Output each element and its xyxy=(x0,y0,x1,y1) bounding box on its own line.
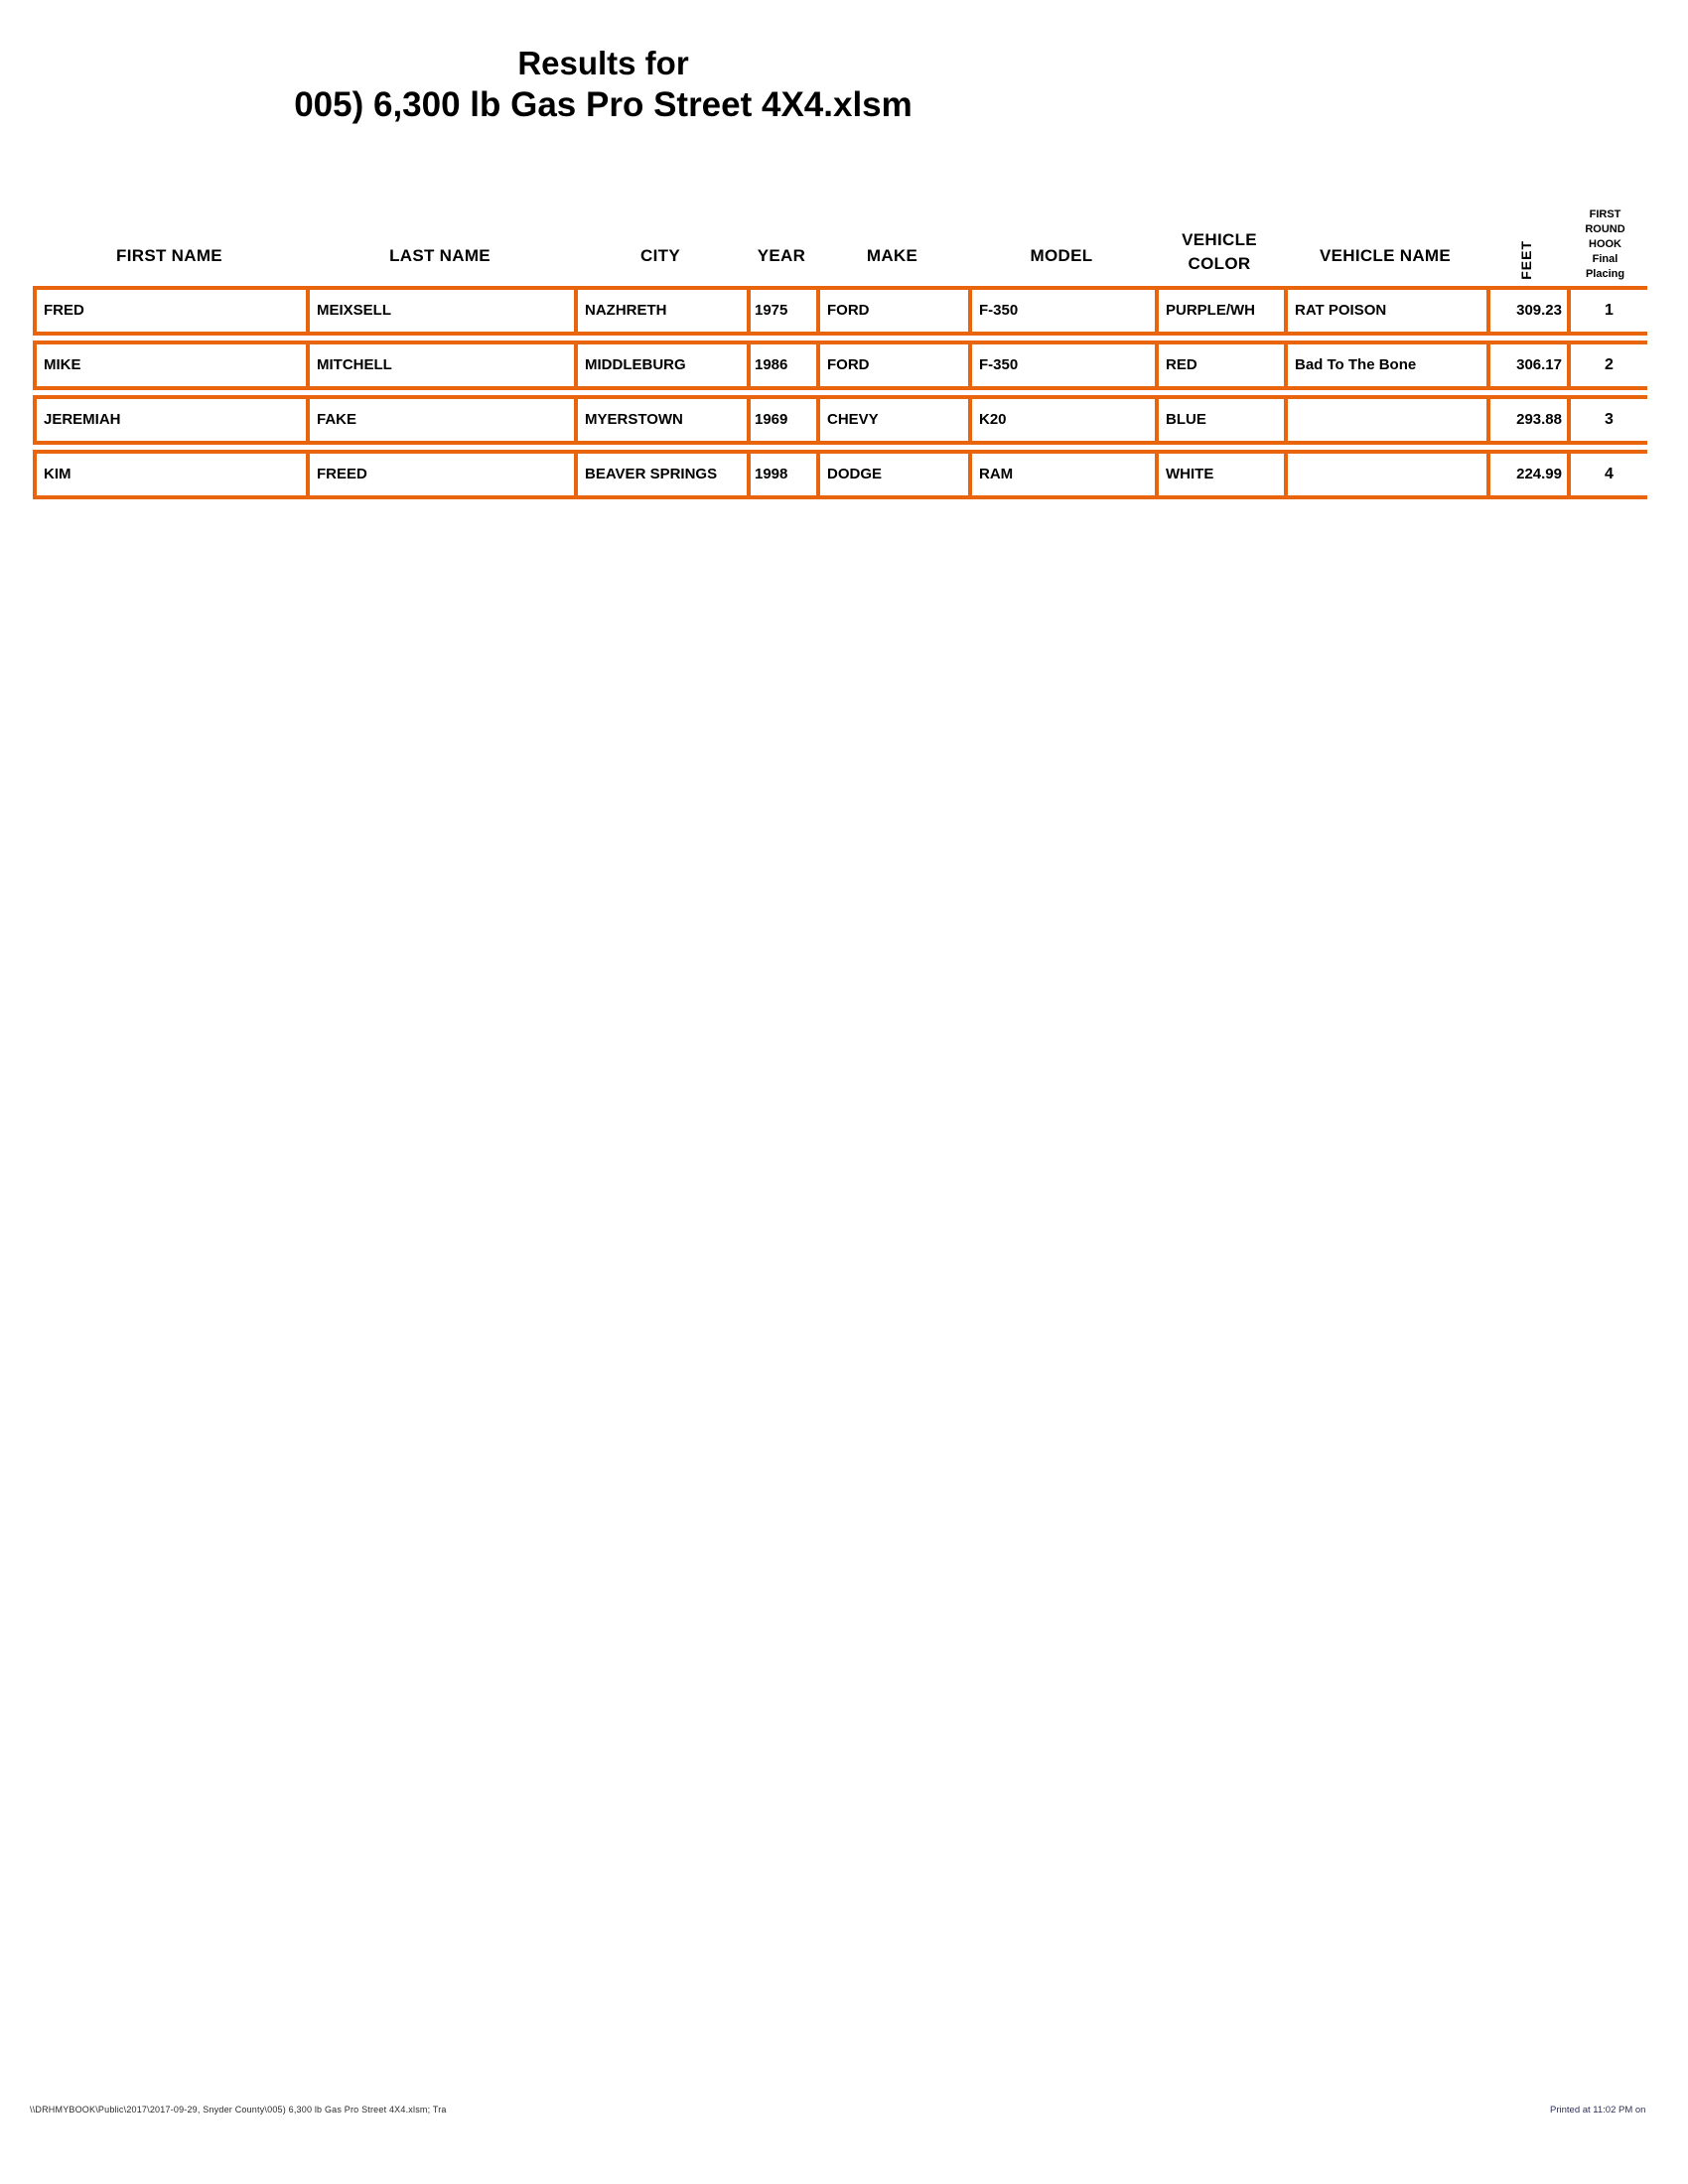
cell-make: CHEVY xyxy=(820,399,972,441)
col-header-placing xyxy=(1567,141,1643,286)
col-header-vehicle-name: VEHICLE NAME xyxy=(1319,246,1452,265)
col-header-vehicle-color: VEHICLE COLOR xyxy=(1182,230,1257,273)
results-table xyxy=(33,141,1651,504)
cell-make: FORD xyxy=(820,344,972,386)
cell-feet: 293.88 xyxy=(1490,399,1571,441)
table-row xyxy=(33,450,1647,499)
cell-last-name: FAKE xyxy=(310,399,578,441)
cell-last-name: FREED xyxy=(310,454,578,495)
cell-city: NAZHRETH xyxy=(578,290,751,332)
col-header-make: MAKE xyxy=(866,246,918,265)
table-row xyxy=(33,286,1647,336)
col-header-model: MODEL xyxy=(1030,246,1093,265)
cell-placing: 4 xyxy=(1605,466,1614,482)
report-title xyxy=(0,44,1206,127)
cell-model: F-350 xyxy=(972,290,1159,332)
cell-model: K20 xyxy=(972,399,1159,441)
cell-last-name: MITCHELL xyxy=(310,344,578,386)
report-title-line2: 005) 6,300 lb Gas Pro Street 4X4.xlsm xyxy=(294,85,913,124)
col-header-feet xyxy=(1486,141,1567,286)
col-header-placing-line: ROUND xyxy=(1585,223,1625,235)
col-header-placing-line: Placing xyxy=(1585,268,1625,280)
report-title-line1: Results for xyxy=(517,45,689,81)
cell-model: RAM xyxy=(972,454,1159,495)
cell-year: 1969 xyxy=(751,399,820,441)
cell-placing: 2 xyxy=(1605,356,1614,373)
cell-vehicle-name: RAT POISON xyxy=(1288,290,1490,332)
cell-vehicle-color: PURPLE/WH xyxy=(1159,290,1288,332)
cell-last-name: MEIXSELL xyxy=(310,290,578,332)
table-row xyxy=(33,341,1647,390)
cell-vehicle-name: Bad To The Bone xyxy=(1288,344,1490,386)
cell-city: MYERSTOWN xyxy=(578,399,751,441)
cell-feet: 309.23 xyxy=(1490,290,1571,332)
cell-city: MIDDLEBURG xyxy=(578,344,751,386)
cell-vehicle-color: BLUE xyxy=(1159,399,1288,441)
footer-file-path: \\DRHMYBOOK\Public\2017\2017-09-29, Snyder County\005) 6,300 lb Gas Pro Street 4X4.xlsm; Tra xyxy=(30,2105,447,2115)
results-table-header xyxy=(33,141,1651,286)
cell-placing: 3 xyxy=(1605,411,1614,428)
col-header-placing-line: HOOK xyxy=(1589,238,1621,250)
col-header-last-name: LAST NAME xyxy=(389,246,491,265)
cell-vehicle-color: RED xyxy=(1159,344,1288,386)
col-header-placing-line: FIRST xyxy=(1589,208,1621,220)
col-header-first-name: FIRST NAME xyxy=(116,246,222,265)
cell-year: 1986 xyxy=(751,344,820,386)
table-row xyxy=(33,395,1647,445)
col-header-placing-line: Final xyxy=(1592,253,1618,265)
cell-model: F-350 xyxy=(972,344,1159,386)
cell-make: DODGE xyxy=(820,454,972,495)
cell-first-name: JEREMIAH xyxy=(37,399,310,441)
cell-year: 1998 xyxy=(751,454,820,495)
cell-first-name: KIM xyxy=(37,454,310,495)
cell-make: FORD xyxy=(820,290,972,332)
col-header-city: CITY xyxy=(640,246,680,265)
cell-vehicle-name xyxy=(1288,454,1490,495)
col-header-feet-label: FEET xyxy=(1518,240,1534,280)
cell-placing: 1 xyxy=(1605,302,1614,319)
cell-feet: 224.99 xyxy=(1490,454,1571,495)
cell-first-name: FRED xyxy=(37,290,310,332)
cell-vehicle-name xyxy=(1288,399,1490,441)
cell-city: BEAVER SPRINGS xyxy=(578,454,751,495)
footer-printed-at: Printed at 11:02 PM on xyxy=(1550,2105,1646,2116)
cell-first-name: MIKE xyxy=(37,344,310,386)
cell-feet: 306.17 xyxy=(1490,344,1571,386)
cell-vehicle-color: WHITE xyxy=(1159,454,1288,495)
cell-year: 1975 xyxy=(751,290,820,332)
col-header-year: YEAR xyxy=(757,246,806,265)
